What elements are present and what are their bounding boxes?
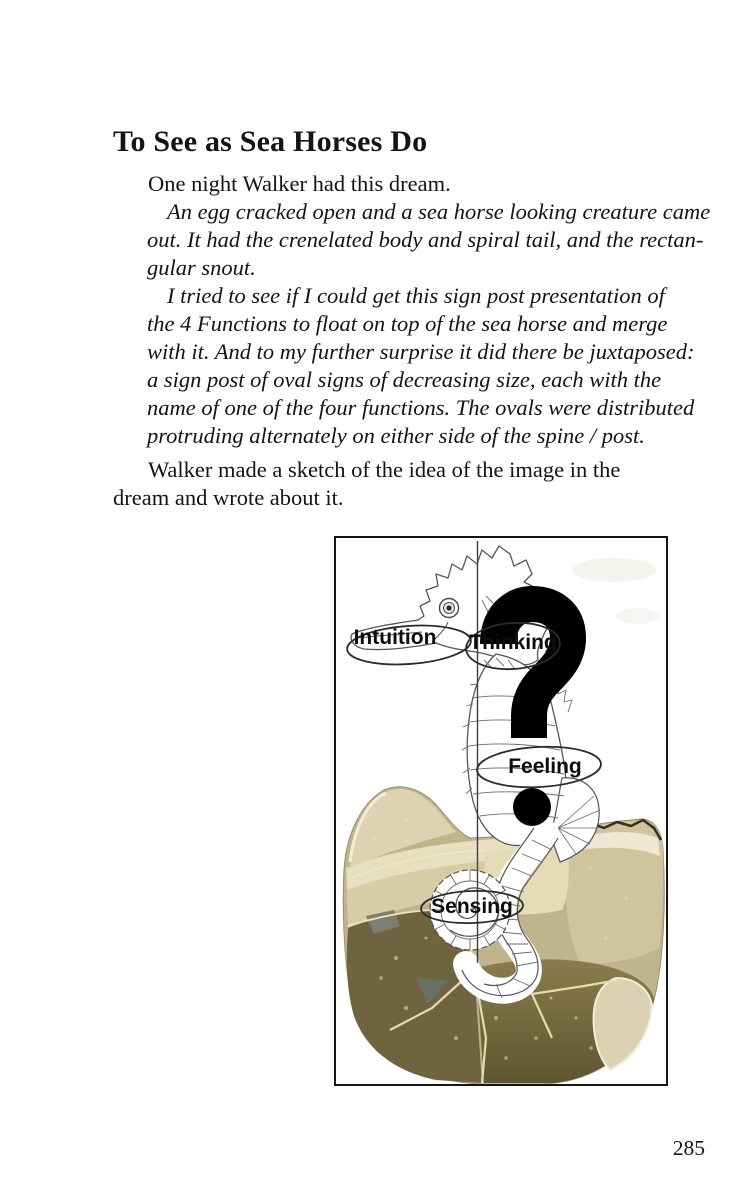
page-number: 285 (672, 1136, 705, 1160)
paragraph-dream-1 (147, 198, 710, 282)
text-line: name of one of the four functions. The ovals were distributed (147, 395, 695, 420)
paragraph-dream-2 (147, 282, 694, 450)
text-line: protruding alternately on either side of the spine / post. (147, 423, 645, 448)
text-line: gular snout. (147, 255, 256, 280)
paragraph-intro (113, 170, 451, 198)
text-line: An egg cracked open and a sea horse looking creature came (167, 199, 711, 224)
text-line: dream and wrote about it. (113, 485, 344, 510)
label-feeling: Feeling (508, 755, 582, 778)
page-title: To See as Sea Horses Do (113, 125, 428, 159)
label-sensing: Sensing (431, 895, 513, 918)
paper-smudges (572, 558, 660, 624)
text-line: out. It had the crenelated body and spiral tail, and the rectan- (147, 227, 704, 252)
text-line: One night Walker had this dream. (148, 171, 451, 196)
text-line: a sign post of oval signs of decreasing size, each with the (147, 367, 662, 392)
text-line: with it. And to my further surprise it did there be juxtaposed: (147, 339, 695, 364)
label-thinking: Thinking (469, 631, 557, 654)
label-intuition: Intuition (353, 626, 437, 649)
text-line: the 4 Functions to float on top of the sea horse and merge (147, 311, 668, 336)
paragraph-closing (113, 456, 620, 512)
text-line: Walker made a sketch of the idea of the image in the (148, 457, 621, 482)
text-line: I tried to see if I could get this sign post presentation of (167, 283, 665, 308)
seahorse-sketch-svg (336, 538, 666, 1084)
dream-sketch-figure (334, 536, 668, 1086)
